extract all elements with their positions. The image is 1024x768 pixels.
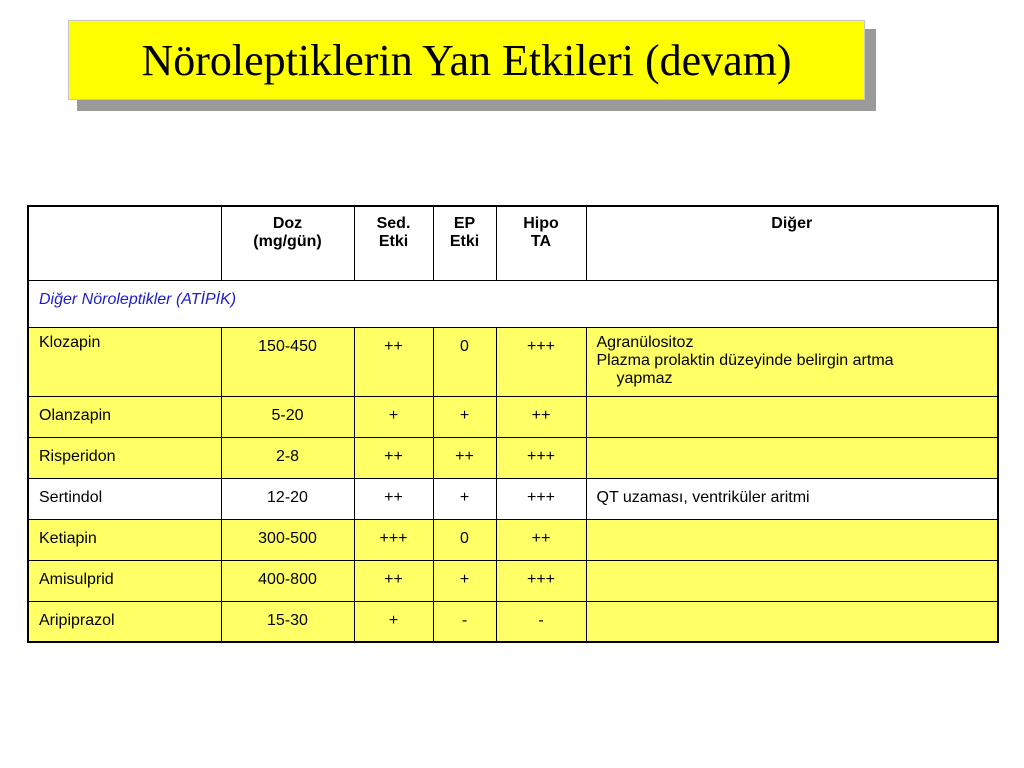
table-row — [28, 327, 998, 396]
dose-cell: 12-20 — [221, 478, 354, 519]
sedation-cell: + — [354, 601, 433, 642]
ep-cell: 0 — [433, 327, 496, 396]
header-doz — [221, 206, 354, 280]
ep-cell: + — [433, 560, 496, 601]
dose-cell: 300-500 — [221, 519, 354, 560]
ep-cell: + — [433, 396, 496, 437]
hypotension-cell: - — [496, 601, 586, 642]
other-effects-cell — [586, 601, 998, 642]
sedation-cell: +++ — [354, 519, 433, 560]
table-row — [28, 519, 998, 560]
drug-name-cell: Klozapin — [28, 327, 221, 396]
dose-cell: 5-20 — [221, 396, 354, 437]
table-row — [28, 437, 998, 478]
hypotension-cell: +++ — [496, 560, 586, 601]
dose-cell: 2-8 — [221, 437, 354, 478]
drug-name-cell: Amisulprid — [28, 560, 221, 601]
other-effects-cell — [586, 396, 998, 437]
sedation-cell: ++ — [354, 478, 433, 519]
sedation-cell: ++ — [354, 437, 433, 478]
header-sed — [354, 206, 433, 280]
section-label: Diğer Nöroleptikler (ATİPİK) — [28, 280, 998, 327]
other-effects-line: yapmaz — [616, 369, 673, 387]
header-sed-line1: Sed. — [376, 215, 411, 232]
side-effects-table — [27, 205, 999, 643]
drug-name-cell: Aripiprazol — [28, 601, 221, 642]
table-row — [28, 560, 998, 601]
drug-name-cell: Ketiapin — [28, 519, 221, 560]
other-effects-cell — [586, 560, 998, 601]
sedation-cell: + — [354, 396, 433, 437]
other-effects-cell — [586, 519, 998, 560]
ep-cell: ++ — [433, 437, 496, 478]
dose-cell: 15-30 — [221, 601, 354, 642]
table-row — [28, 478, 998, 519]
section-row — [28, 280, 998, 327]
header-doz-line1: Doz — [272, 215, 303, 232]
other-effects-cell — [586, 327, 998, 396]
table-row — [28, 396, 998, 437]
drug-name-cell: Sertindol — [28, 478, 221, 519]
hypotension-cell: ++ — [496, 396, 586, 437]
header-ep — [433, 206, 496, 280]
header-ep-line1: EP — [453, 215, 476, 232]
ep-cell: 0 — [433, 519, 496, 560]
hypotension-cell: +++ — [496, 437, 586, 478]
drug-name-cell: Olanzapin — [28, 396, 221, 437]
hypotension-cell: +++ — [496, 478, 586, 519]
other-effects-cell — [586, 437, 998, 478]
other-effects-cell — [586, 478, 998, 519]
header-row — [28, 206, 998, 280]
dose-cell: 400-800 — [221, 560, 354, 601]
header-name — [28, 206, 221, 280]
header-diger: Diğer — [586, 206, 998, 280]
other-effects-line: QT uzaması, ventriküler aritmi — [596, 488, 810, 506]
ep-cell: + — [433, 478, 496, 519]
header-hipo — [496, 206, 586, 280]
header-sed-line2: Etki — [378, 233, 409, 250]
hypotension-cell: +++ — [496, 327, 586, 396]
other-effects-line: Agranülositoz — [596, 333, 694, 351]
sedation-cell: ++ — [354, 327, 433, 396]
sedation-cell: ++ — [354, 560, 433, 601]
title-box — [68, 20, 865, 100]
header-hipo-line1: Hipo — [523, 215, 559, 232]
drug-name-cell: Risperidon — [28, 437, 221, 478]
other-effects-line: Plazma prolaktin düzeyinde belirgin artma — [596, 351, 894, 369]
header-doz-line2: (mg/gün) — [253, 233, 322, 250]
header-hipo-line2: TA — [530, 233, 552, 250]
table-row — [28, 601, 998, 642]
dose-cell: 150-450 — [221, 327, 354, 396]
slide-title: Nöroleptiklerin Yan Etkileri (devam) — [141, 35, 792, 85]
ep-cell: - — [433, 601, 496, 642]
header-ep-line2: Etki — [449, 233, 480, 250]
hypotension-cell: ++ — [496, 519, 586, 560]
